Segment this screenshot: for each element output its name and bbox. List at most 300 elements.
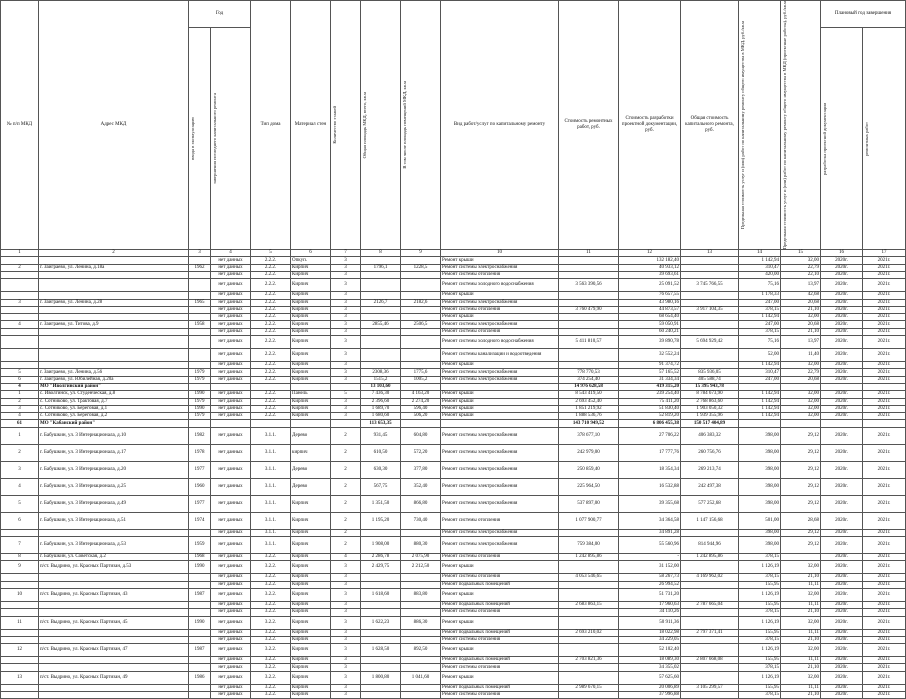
row-design-year: 2020г. — [821, 657, 863, 664]
row-number: 6 — [1, 512, 39, 529]
row-design-year: 2020г. — [821, 279, 863, 292]
col-year-repair-label: завершения последнего капитального ремонта — [212, 93, 217, 185]
row-work-type: Ремонт крыши — [441, 398, 559, 405]
row-total-area: 1 618,60 — [361, 588, 401, 601]
row-year-built — [189, 271, 211, 278]
row-wall-material: Кирпич — [291, 271, 331, 278]
column-number: 14 — [739, 250, 781, 257]
row-repair-year: 2021г. — [863, 328, 906, 335]
table-row — [1, 314, 906, 321]
row-design-cost: 26 994,52 — [619, 581, 681, 588]
row-floors: 3 — [331, 328, 361, 335]
row-house-type: 3.1.1. — [251, 444, 291, 461]
row-total-area: 113 653,35 — [361, 420, 401, 427]
row-floors: 5 — [331, 391, 361, 398]
row-total-cost: 835 936,05 — [681, 369, 739, 376]
row-house-type: 3.2.2. — [251, 609, 291, 616]
row-repair-year: 2021г. — [863, 554, 906, 561]
row-design-cost: 34 364,58 — [619, 512, 681, 529]
row-total-area: 2 429,75 — [361, 561, 401, 574]
row-design-cost: 20 006,89 — [619, 684, 681, 691]
row-number — [1, 349, 39, 362]
row-design-cost: 39 693,61 — [619, 271, 681, 278]
row-living-area: 1 041,60 — [401, 671, 441, 684]
row-house-type: 2.2.2. — [251, 271, 291, 278]
row-max-cost-b: 21,10 — [781, 574, 821, 581]
row-living-area — [401, 349, 441, 362]
table-row — [1, 413, 906, 420]
row-total-area — [361, 271, 401, 278]
table-row — [1, 405, 906, 412]
row-max-cost-a: 155,95 — [739, 657, 781, 664]
row-house-type: 2.2.2. — [251, 314, 291, 321]
row-design-year: 2020г. — [821, 306, 863, 313]
row-floors: 3 — [331, 636, 361, 643]
row-house-type: 2.2.2. — [251, 413, 291, 420]
row-year-built: 1978 — [189, 444, 211, 461]
row-design-year: 2020г. — [821, 391, 863, 398]
row-total-area: 630,30 — [361, 461, 401, 478]
row-floors: 3 — [331, 671, 361, 684]
row-design-cost: 31 334,34 — [619, 376, 681, 383]
row-repair-year: 2021г. — [863, 405, 906, 412]
col-total-cost-header: Общая стоимость капитального ремонта, руб. — [681, 1, 739, 250]
row-max-cost-b: 21,10 — [781, 609, 821, 616]
row-number — [1, 292, 39, 299]
row-year-repair: нет данных — [211, 461, 251, 478]
row-work-type: Ремонт системы отопления — [441, 512, 559, 529]
row-wall-material: Дерево — [291, 461, 331, 478]
row-house-type: 3.2.2. — [251, 657, 291, 664]
row-number — [1, 574, 39, 581]
row-floors: 4 — [331, 554, 361, 561]
row-total-area: 610,50 — [361, 444, 401, 461]
row-year-built: 1982 — [189, 427, 211, 444]
table-row — [1, 581, 906, 588]
row-total-cost: 406 383,32 — [681, 427, 739, 444]
row-repair-year: 2021г. — [863, 349, 906, 362]
row-repair-year: 2021г. — [863, 537, 906, 554]
row-house-type — [251, 383, 291, 390]
row-living-area: 2 075,90 — [401, 554, 441, 561]
row-address — [39, 336, 189, 349]
col-year-built-header — [189, 28, 211, 250]
row-repair-cost — [559, 616, 619, 629]
row-repair-cost — [559, 609, 619, 616]
row-repair-cost: 1 888 536,76 — [559, 413, 619, 420]
row-address: г. Заиграево, ул. Ленина, д.18а — [39, 264, 189, 271]
row-wall-material: Опкуп. — [291, 257, 331, 264]
row-max-cost-b: 29,12 — [781, 537, 821, 554]
column-number: 12 — [619, 250, 681, 257]
row-repair-year: 2021г. — [863, 444, 906, 461]
row-house-type: 2.2.2. — [251, 328, 291, 335]
row-total-area — [361, 362, 401, 369]
row-total-cost — [681, 561, 739, 574]
row-total-cost — [681, 299, 739, 306]
row-number: 4 — [1, 478, 39, 495]
row-design-cost: 68 654,40 — [619, 314, 681, 321]
col-year-repair-header — [211, 28, 251, 250]
col-address-header: Адрес МКД — [39, 1, 189, 250]
row-year-built: 1968 — [189, 554, 211, 561]
table-row — [1, 609, 906, 616]
row-work-type: Ремонт системы канализации и водоотведения — [441, 349, 559, 362]
row-year-built: 1990 — [189, 561, 211, 574]
row-house-type: 3.1.1. — [251, 427, 291, 444]
row-house-type: 3.1.1. — [251, 537, 291, 554]
row-repair-cost: 2 693 452,40 — [559, 398, 619, 405]
column-number: 16 — [821, 250, 863, 257]
row-year-repair: нет данных — [211, 413, 251, 420]
row-year-built: 1977 — [189, 461, 211, 478]
row-total-area — [361, 684, 401, 691]
row-address: г. Бабушкин, ул. 3 Интернационала, д.10 — [39, 427, 189, 444]
row-address — [39, 692, 189, 699]
row-design-cost: 76 657,55 — [619, 292, 681, 299]
row-repair-year: 2021г. — [863, 601, 906, 608]
row-design-cost: 17 777,76 — [619, 444, 681, 461]
row-max-cost-b: 32,00 — [781, 616, 821, 629]
row-living-area — [401, 684, 441, 691]
row-max-cost-a: 1 142,94 — [739, 405, 781, 412]
row-house-type: 3.2.2. — [251, 581, 291, 588]
row-floors: 3 — [331, 398, 361, 405]
row-year-repair: нет данных — [211, 616, 251, 629]
row-repair-year: 2021г. — [863, 321, 906, 328]
row-repair-year: 2021г. — [863, 427, 906, 444]
row-number: 61 — [1, 420, 39, 427]
row-design-year: 2020г. — [821, 413, 863, 420]
column-number: 5 — [251, 250, 291, 257]
row-year-built — [189, 664, 211, 671]
column-number: 7 — [331, 250, 361, 257]
row-wall-material: Кирпич — [291, 601, 331, 608]
row-total-cost — [681, 664, 739, 671]
row-work-type: Ремонт системы отопления — [441, 554, 559, 561]
row-number: 2 — [1, 264, 39, 271]
row-repair-year: 2021г. — [863, 292, 906, 299]
row-total-area: 2 286,78 — [361, 554, 401, 561]
row-design-year: 2020г. — [821, 554, 863, 561]
table-row — [1, 264, 906, 271]
row-repair-cost: 374 254,40 — [559, 376, 619, 383]
row-wall-material: Кирпич — [291, 264, 331, 271]
row-design-year: 2020г. — [821, 581, 863, 588]
row-year-repair: нет данных — [211, 314, 251, 321]
row-living-area — [401, 529, 441, 536]
row-floors: 2 — [331, 444, 361, 461]
row-year-built — [189, 306, 211, 313]
row-design-cost: 44 873,57 — [619, 306, 681, 313]
row-repair-cost: 3 563 390,56 — [559, 279, 619, 292]
row-design-year: 2020г. — [821, 292, 863, 299]
row-year-built — [189, 362, 211, 369]
row-address — [39, 328, 189, 335]
row-design-year: 2020г. — [821, 529, 863, 536]
row-design-year: 2020г. — [821, 349, 863, 362]
row-house-type: 3.2.2. — [251, 692, 291, 699]
row-year-built: 1990 — [189, 616, 211, 629]
table-row — [1, 349, 906, 362]
row-address: г. Заиграево, ул. Ленина, д.56 — [39, 369, 189, 376]
col-completion-header: Плановый год завершения — [821, 1, 906, 28]
row-address — [39, 609, 189, 616]
column-number: 13 — [681, 250, 739, 257]
row-total-area — [361, 279, 401, 292]
row-design-year: 2020г. — [821, 362, 863, 369]
row-design-year — [821, 383, 863, 390]
table-row — [1, 383, 906, 390]
row-max-cost-b: 13,97 — [781, 279, 821, 292]
row-floors: 3 — [331, 349, 361, 362]
row-repair-year: 2021г. — [863, 413, 906, 420]
row-year-built — [189, 636, 211, 643]
row-year-built: 1987 — [189, 588, 211, 601]
row-repair-cost — [559, 257, 619, 264]
row-house-type: 3.2.2. — [251, 636, 291, 643]
column-number: 2 — [39, 250, 189, 257]
row-year-repair: нет данных — [211, 398, 251, 405]
table-row — [1, 306, 906, 313]
table-row — [1, 601, 906, 608]
row-year-repair: нет данных — [211, 671, 251, 684]
row-living-area: 1775,6 — [401, 369, 441, 376]
row-wall-material: Кирпич — [291, 321, 331, 328]
row-wall-material: Кирпич — [291, 554, 331, 561]
row-repair-year — [863, 420, 906, 427]
row-max-cost-b: 20,68 — [781, 376, 821, 383]
row-house-type: 2.2.2. — [251, 321, 291, 328]
row-max-cost-b — [781, 383, 821, 390]
row-wall-material: Кирпич — [291, 574, 331, 581]
row-repair-cost: 143 710 949,52 — [559, 420, 619, 427]
row-wall-material: Кирпич — [291, 609, 331, 616]
row-max-cost-a: 75,16 — [739, 336, 781, 349]
row-year-built — [189, 629, 211, 636]
row-year-repair: нет данных — [211, 336, 251, 349]
row-repair-cost — [559, 588, 619, 601]
row-max-cost-a: 310,47 — [739, 369, 781, 376]
row-number: 3 — [1, 299, 39, 306]
row-repair-year: 2021г. — [863, 461, 906, 478]
col-repair-works-header — [863, 28, 906, 250]
row-year-built: 1974 — [189, 512, 211, 529]
row-max-cost-b: 29,12 — [781, 495, 821, 512]
row-floors — [331, 420, 361, 427]
col-design-doc-label: разработка проектной документации — [822, 102, 828, 175]
row-wall-material: Дерево — [291, 427, 331, 444]
row-year-repair: нет данных — [211, 427, 251, 444]
row-total-area: 2 396,60 — [361, 398, 401, 405]
row-number — [1, 271, 39, 278]
row-max-cost-a: 398,00 — [739, 461, 781, 478]
row-work-type: Ремонт крыши — [441, 314, 559, 321]
row-repair-cost: 778 770,53 — [559, 369, 619, 376]
row-total-cost: 269 213,74 — [681, 461, 739, 478]
row-repair-cost — [559, 349, 619, 362]
row-wall-material: Кирпич — [291, 314, 331, 321]
col-total-area-header — [361, 1, 401, 250]
row-floors: 3 — [331, 561, 361, 574]
row-year-built: 1965 — [189, 299, 211, 306]
row-total-cost — [681, 588, 739, 601]
table-row — [1, 529, 906, 536]
row-max-cost-b: 21,10 — [781, 692, 821, 699]
row-floors: 3 — [331, 664, 361, 671]
row-total-cost — [681, 257, 739, 264]
row-max-cost-b: 32,00 — [781, 362, 821, 369]
col-work-type-header: Вид работ/услуг по капитальному ремонту — [441, 1, 559, 250]
row-total-cost: 2 807 668,08 — [681, 657, 739, 664]
row-repair-cost: 537 897,00 — [559, 495, 619, 512]
row-total-area: 567,75 — [361, 478, 401, 495]
row-house-type: 2.2.2. — [251, 264, 291, 271]
row-total-cost: 1 939 355,96 — [681, 413, 739, 420]
table-body — [1, 257, 906, 699]
row-wall-material: Кирпич — [291, 636, 331, 643]
row-total-cost: 1 903 050,32 — [681, 405, 739, 412]
row-wall-material: Кирпич — [291, 328, 331, 335]
row-floors: 3 — [331, 292, 361, 299]
row-max-cost-b: 32,00 — [781, 405, 821, 412]
row-total-cost — [681, 609, 739, 616]
row-total-cost: 150 517 404,89 — [681, 420, 739, 427]
row-total-area: 1 800,80 — [361, 671, 401, 684]
row-year-repair: нет данных — [211, 588, 251, 601]
row-repair-year: 2021г. — [863, 299, 906, 306]
row-max-cost-b: 21,10 — [781, 636, 821, 643]
table-row — [1, 616, 906, 629]
table-row — [1, 495, 906, 512]
row-floors: 3 — [331, 692, 361, 699]
row-house-type: 3.2.2. — [251, 644, 291, 657]
row-living-area: 2182,6 — [401, 299, 441, 306]
row-wall-material: Кирпич — [291, 644, 331, 657]
row-floors: 3 — [331, 314, 361, 321]
row-address: г. Заиграево, ул. Титова, д.9 — [39, 321, 189, 328]
row-max-cost-a: 378,15 — [739, 692, 781, 699]
row-max-cost-a — [739, 383, 781, 390]
col-year-group-header: Год — [189, 1, 251, 28]
row-total-cost: 3 917 104,35 — [681, 306, 739, 313]
row-total-cost: 4 169 962,02 — [681, 574, 739, 581]
row-address: с. Сотниково, ул. Береговая, д.1 — [39, 405, 189, 412]
row-address: г. Бабушкин, ул. 3 Интернационала, д.17 — [39, 444, 189, 461]
row-total-cost: 242 497,38 — [681, 478, 739, 495]
row-max-cost-a: 1 142,94 — [739, 413, 781, 420]
row-number: 5 — [1, 369, 39, 376]
row-wall-material: Кирпич — [291, 657, 331, 664]
row-max-cost-a: 420,00 — [739, 271, 781, 278]
row-design-year: 2020г. — [821, 629, 863, 636]
row-number: 4 — [1, 413, 39, 420]
row-total-area — [361, 636, 401, 643]
row-total-cost — [681, 321, 739, 328]
row-year-repair: нет данных — [211, 328, 251, 335]
row-design-year: 2020г. — [821, 601, 863, 608]
row-floors: 2 — [331, 427, 361, 444]
row-design-cost: 43 980,16 — [619, 299, 681, 306]
row-total-area — [361, 664, 401, 671]
row-design-year: 2020г. — [821, 444, 863, 461]
row-total-area — [361, 349, 401, 362]
row-design-year: 2020г. — [821, 574, 863, 581]
row-repair-year: 2021г. — [863, 581, 906, 588]
row-repair-year: 2021г. — [863, 616, 906, 629]
row-repair-year: 2021г. — [863, 574, 906, 581]
row-wall-material: Кирпич — [291, 413, 331, 420]
row-year-built: 1979 — [189, 398, 211, 405]
row-wall-material: Кирпич — [291, 692, 331, 699]
row-max-cost-a: 1 126,19 — [739, 561, 781, 574]
row-floors: 2 — [331, 529, 361, 536]
row-address — [39, 362, 189, 369]
row-number — [1, 581, 39, 588]
row-floors: 3 — [331, 279, 361, 292]
row-max-cost-a: 52,00 — [739, 349, 781, 362]
row-total-area: 13 103,60 — [361, 383, 401, 390]
row-repair-year: 2021г. — [863, 671, 906, 684]
row-total-area: 931,45 — [361, 427, 401, 444]
row-living-area — [401, 279, 441, 292]
row-max-cost-a: 1 142,94 — [739, 398, 781, 405]
row-max-cost-b: 11,11 — [781, 601, 821, 608]
row-max-cost-a: 247,00 — [739, 376, 781, 383]
row-number — [1, 257, 39, 264]
row-total-cost — [681, 671, 739, 684]
column-number-row — [1, 250, 906, 257]
table-row — [1, 644, 906, 657]
row-total-cost: 8 784 673,90 — [681, 391, 739, 398]
table-row — [1, 512, 906, 529]
row-year-repair: нет данных — [211, 376, 251, 383]
row-wall-material: Кирпич — [291, 398, 331, 405]
row-year-repair: нет данных — [211, 554, 251, 561]
row-max-cost-b: 13,97 — [781, 336, 821, 349]
row-work-type — [441, 420, 559, 427]
col-max-cost-a-label: Предельная стоимость услуг и (или) работ по капитальному ремонту общего имущества в МКД, руб./кв.м — [740, 21, 746, 230]
row-address — [39, 601, 189, 608]
row-repair-cost — [559, 314, 619, 321]
row-wall-material: Кирпич — [291, 581, 331, 588]
row-total-cost: 5 694 929,42 — [681, 336, 739, 349]
row-floors: 3 — [331, 616, 361, 629]
row-total-area: 2126,7 — [361, 299, 401, 306]
row-number — [1, 601, 39, 608]
row-address — [39, 684, 189, 691]
row-year-repair: нет данных — [211, 362, 251, 369]
row-work-type: Ремонт подвальных помещений — [441, 684, 559, 691]
row-living-area — [401, 609, 441, 616]
row-work-type: Ремонт системы холодного водоснабжения — [441, 279, 559, 292]
row-design-cost: 34 891,28 — [619, 529, 681, 536]
table-row — [1, 444, 906, 461]
row-max-cost-b: 32,00 — [781, 644, 821, 657]
col-living-area-label: В том числе площадь помещений МКД, кв.м — [402, 81, 408, 170]
row-year-repair: нет данных — [211, 644, 251, 657]
row-house-type: 3.2.2. — [251, 616, 291, 629]
row-repair-cost — [559, 644, 619, 657]
row-max-cost-a: 378,15 — [739, 306, 781, 313]
column-number: 15 — [781, 250, 821, 257]
row-year-built: 1979 — [189, 376, 211, 383]
row-address: п/ст. Выдрино, ул. Красных Партизан, 49 — [39, 671, 189, 684]
row-max-cost-b: 11,11 — [781, 581, 821, 588]
row-repair-cost: 3 760 479,90 — [559, 306, 619, 313]
row-year-repair — [211, 383, 251, 390]
row-house-type: 3.2.2. — [251, 671, 291, 684]
